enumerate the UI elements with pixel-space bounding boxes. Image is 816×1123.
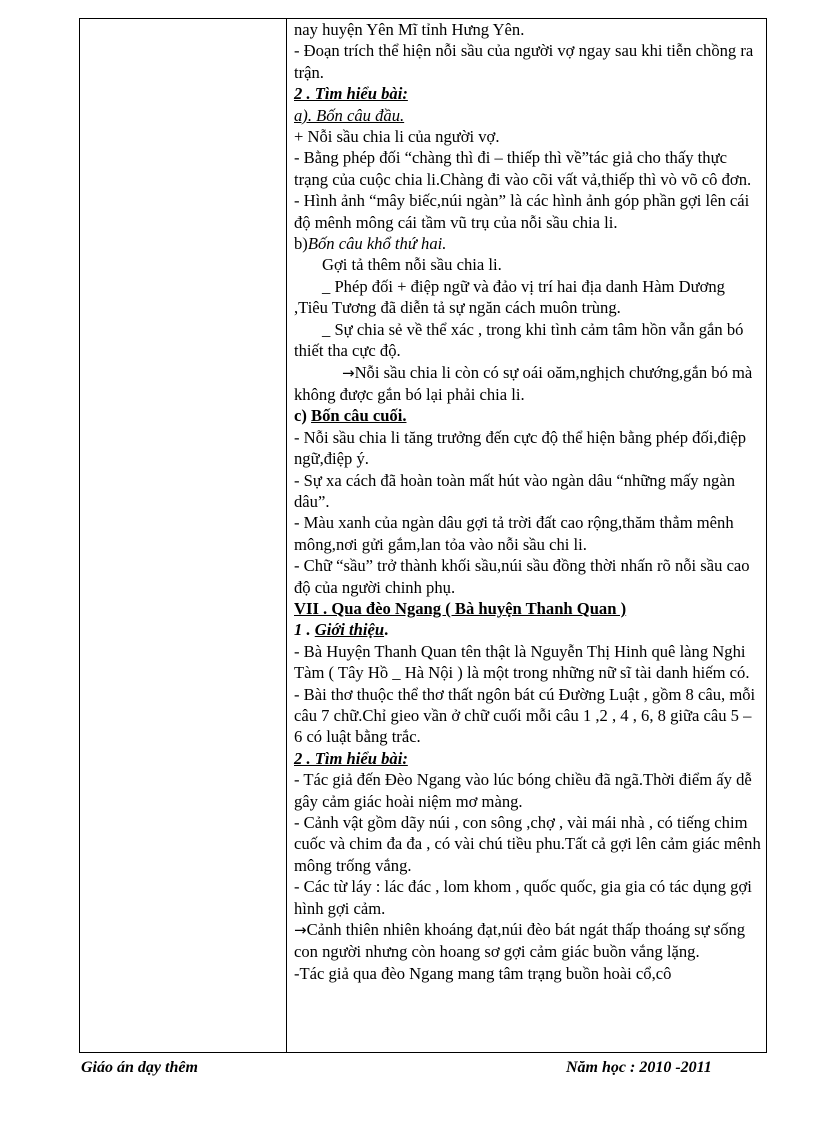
column-divider [286,19,287,1052]
heading-prefix: c) [294,406,312,426]
paragraph: - Chữ “sầu” trở thành khối sầu,núi sầu đồng thời nhấn rõ nỗi sầu cao độ của người chinh phụ. [294,556,750,597]
heading-text: Giới thiệu [314,620,385,640]
subsection-heading [294,233,762,254]
content-cell [294,19,762,984]
paragraph: -Tác giả qua đèo Ngang mang tâm trạng buồn hoài cổ,cô [294,963,672,983]
footer-left: Giáo án dạy thêm [81,1059,198,1076]
paragraph: _ Phép đối + điệp ngữ và đảo vị trí hai địa danh Hàm Dương ,Tiêu Tương đã diễn tả sự ngăn cách muôn trùng. [294,276,725,318]
footer-right: Năm học : 2010 -2011 [566,1059,712,1076]
subsection-heading [294,405,762,426]
chapter-heading: VII . Qua đèo Ngang ( Bà huyện Thanh Quan ) [294,598,627,618]
paragraph: - Bằng phép đối “chàng thì đi – thiếp thì về”tác giả cho thấy thực trạng của cuộc chia li.Chàng đi vào cõi vất vả,thiếp thì vò võ cô đơn. [294,148,752,189]
paragraph [294,362,762,406]
paragraph: - Cảnh vật gồm dãy núi , con sông ,chợ , vài mái nhà , có tiếng chim cuốc và chim đa đa , có vài chú tiều phu.Tất cả gợi lên cảm giác mênh mông trống vắng. [294,813,761,875]
paragraph: - Hình ảnh “mây biếc,núi ngàn” là các hình ảnh góp phần gợi lên cái độ mênh mông cái tầm vũ trụ của nỗi sầu chia li. [294,191,750,232]
paragraph [294,919,762,963]
paragraph-text: Nỗi sầu chia li còn có sự oái oăm,nghịch chướng,gắn bó mà không được gắn bó lại phải chia li. [294,362,753,404]
paragraph: - Bà Huyện Thanh Quan tên thật là Nguyễn Thị Hinh quê làng Nghi Tàm ( Tây Hồ _ Hà Nội ) là một trong những nữ sĩ tài danh hiếm có. [294,641,750,683]
paragraph: - Sự xa cách đã hoàn toàn mất hút vào ngàn dâu “những mấy ngàn dâu”. [294,470,735,511]
paragraph: - Các từ láy : lác đác , lom khom , quốc quốc, gia gia có tác dụng gợi hình gợi cảm. [294,877,752,918]
paragraph: _ Sự chia sẻ về thể xác , trong khi tình cảm tâm hồn vẫn gắn bó thiết tha cực độ. [294,319,744,361]
paragraph: nay huyện Yên Mĩ tỉnh Hưng Yên. [294,20,525,39]
lesson-table [79,18,767,1053]
subsection-heading: a). Bốn câu đầu. [294,105,405,125]
section-heading: 2 . Tìm hiểu bài: [294,748,408,768]
heading-suffix: . [384,620,389,640]
paragraph: Gợi tả thêm nỗi sầu chia li. [322,255,502,275]
paragraph-text: Cảnh thiên nhiên khoáng đạt,núi đèo bát ngát thấp thoáng sự sống con người nhưng còn hoang sơ gợi cảm giác buồn vắng lặng. [294,920,746,962]
heading-text: Bốn câu cuối. [311,406,407,426]
arrow-right-icon: → [294,921,307,940]
paragraph: - Tác giả đến Đèo Ngang vào lúc bóng chiều đã ngã.Thời điểm ấy dễ gây cảm giác hoài niệm mơ màng. [294,770,752,811]
heading-prefix: 1 . [294,620,315,640]
paragraph: - Bài thơ thuộc thể thơ thất ngôn bát cú Đường Luật , gồm 8 câu, mỗi câu 7 chữ.Chỉ gieo vần ở chữ cuối mỗi câu 1 ,2 , 4 , 6, 8 giữa câu 5 – 6 có luật bằng trắc. [294,684,756,747]
heading-text: Bốn câu khổ thứ hai. [307,234,447,254]
heading-prefix: b) [294,234,308,254]
section-heading [294,619,762,640]
paragraph: - Đoạn trích thể hiện nỗi sầu của người vợ ngay sau khi tiễn chồng ra trận. [294,41,754,82]
section-heading: 2 . Tìm hiểu bài: [294,84,408,104]
paragraph: + Nỗi sầu chia li của người vợ. [294,127,500,147]
arrow-right-icon: → [342,363,355,382]
paragraph: - Màu xanh của ngàn dâu gợi tả trời đất cao rộng,thăm thẳm mênh mông,nơi gửi gắm,lan tỏa vào nỗi sầu chi li. [294,513,734,554]
paragraph: - Nỗi sầu chia li tăng trưởng đến cực độ thể hiện bằng phép đối,điệp ngữ,điệp ý. [294,427,747,469]
